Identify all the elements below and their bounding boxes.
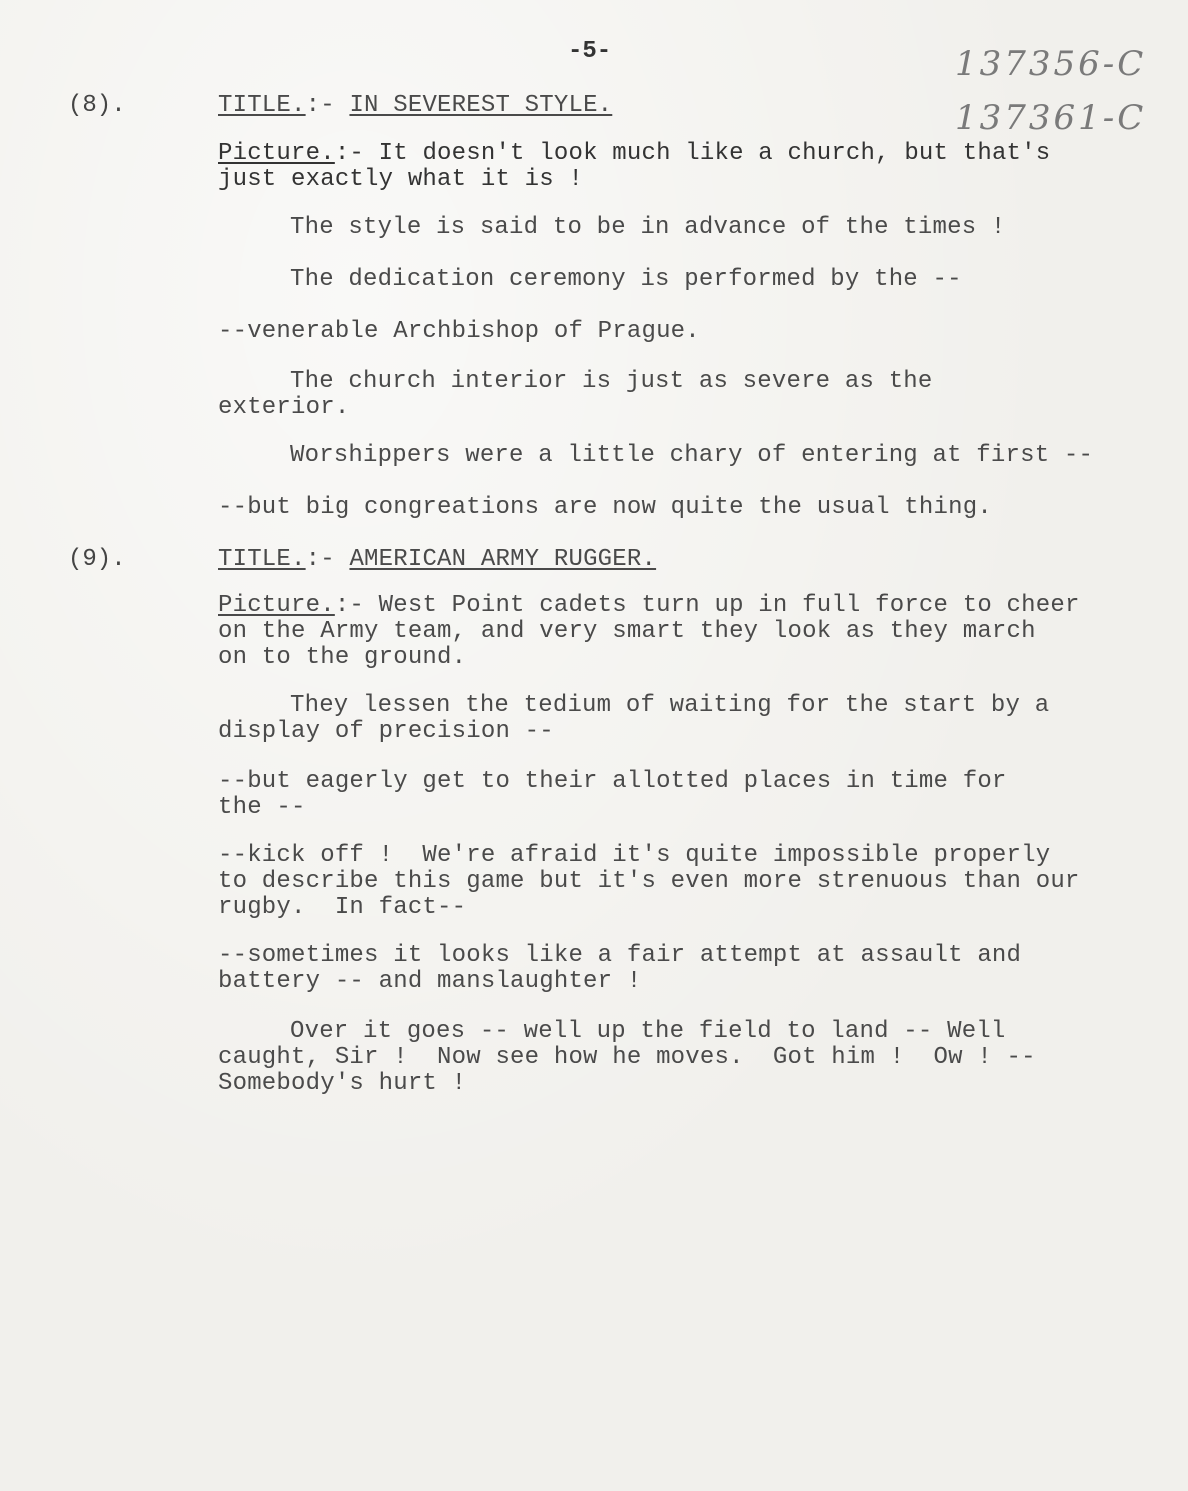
title-label: TITLE. [218,546,306,573]
script-line: The style is said to be in advance of the times ! [290,214,1006,241]
picture-line: on to the ground. [218,644,467,671]
title-text: IN SEVEREST STYLE. [349,92,613,119]
script-line: They lessen the tedium of waiting for the start by a [290,692,1050,719]
script-line: --but big congreations are now quite the usual thing. [218,494,992,521]
script-line: the -- [218,794,306,821]
script-line: rugby. In fact-- [218,894,467,921]
picture-line: just exactly what it is ! [218,166,584,193]
title-separator: :- [305,92,350,119]
script-line: Over it goes -- well up the field to land -- Well [290,1018,1006,1045]
picture-line: on the Army team, and very smart they look as they march [218,618,1036,645]
script-line: Somebody's hurt ! [218,1070,467,1097]
page-number: -5- [568,38,612,65]
script-line: The dedication ceremony is performed by the -- [290,266,962,293]
picture-label: Picture. [218,592,335,619]
script-line: exterior. [218,394,350,421]
script-line: The church interior is just as severe as the [290,368,933,395]
section-number: (8). [68,92,126,119]
section-number: (9). [68,546,126,573]
picture-separator: :- [334,140,379,167]
picture-label: Picture. [218,140,335,167]
script-line: --kick off ! We're afraid it's quite impossible properly [218,842,1051,869]
picture-text: It doesn't look much like a church, but that's [378,140,1051,167]
script-line: --venerable Archbishop of Prague. [218,318,700,345]
title-text: AMERICAN ARMY RUGGER. [349,546,657,573]
title-separator: :- [305,546,350,573]
script-line: --sometimes it looks like a fair attempt at assault and [218,942,1022,969]
script-line: Worshippers were a little chary of entering at first -- [290,442,1094,469]
picture-line [218,592,1080,619]
script-line: display of precision -- [218,718,554,745]
section-title [218,546,656,573]
title-label: TITLE. [218,92,306,119]
picture-line [218,140,1050,167]
script-line: --but eagerly get to their allotted places in time for [218,768,1007,795]
picture-text: West Point cadets turn up in full force to cheer [378,592,1080,619]
script-line: battery -- and manslaughter ! [218,968,642,995]
script-line: to describe this game but it's even more strenuous than our [218,868,1080,895]
picture-separator: :- [334,592,379,619]
handwritten-reference-1: 137356-C [955,44,1147,84]
script-line: caught, Sir ! Now see how he moves. Got him ! Ow ! -- [218,1044,1036,1071]
section-title [218,92,612,119]
handwritten-reference-2: 137361-C [955,98,1147,138]
